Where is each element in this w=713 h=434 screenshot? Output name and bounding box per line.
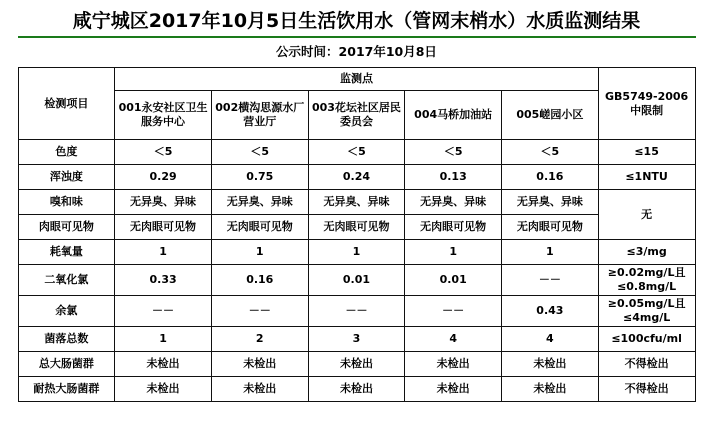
table-row: [18, 190, 695, 215]
cell-value: ＜5: [211, 140, 308, 165]
row-label-thermotolerant-coliform: 耐热大肠菌群: [18, 377, 115, 402]
row-label-odor: 嗅和味: [18, 190, 115, 215]
cell-value: ＜5: [405, 140, 502, 165]
header-item-label: 检测项目: [18, 68, 115, 140]
title-divider: [18, 36, 696, 38]
table-row: [18, 377, 695, 402]
cell-value: 1: [115, 327, 212, 352]
cell-value: 1: [405, 240, 502, 265]
cell-value: －－: [115, 296, 212, 327]
cell-standard: 不得检出: [598, 377, 695, 402]
header-standard: [598, 68, 695, 140]
row-label-total-coliform: 总大肠菌群: [18, 352, 115, 377]
cell-value: 1: [502, 240, 599, 265]
cell-value: 0.43: [502, 296, 599, 327]
cell-value: 0.16: [211, 265, 308, 296]
cell-value: 未检出: [405, 377, 502, 402]
cell-value: 未检出: [115, 377, 212, 402]
header-site-002: 002横沟思源水厂营业厅: [211, 91, 308, 140]
cell-value: 无异臭、异味: [502, 190, 599, 215]
cell-value: 无异臭、异味: [115, 190, 212, 215]
cell-value: 1: [115, 240, 212, 265]
table-row: [18, 296, 695, 327]
cell-value: ＜5: [308, 140, 405, 165]
cell-value: 0.75: [211, 165, 308, 190]
cell-value: 未检出: [502, 377, 599, 402]
cell-standard: [598, 265, 695, 296]
cell-value: 3: [308, 327, 405, 352]
cell-value: 4: [405, 327, 502, 352]
row-label-turbidity: 浑浊度: [18, 165, 115, 190]
table-row: [18, 352, 695, 377]
cell-standard: 无: [598, 190, 695, 240]
cell-value: 未检出: [211, 352, 308, 377]
cell-value: 1: [211, 240, 308, 265]
cell-value: 未检出: [308, 377, 405, 402]
header-site-001: 001永安社区卫生服务中心: [115, 91, 212, 140]
cell-standard-line2: ≤0.8mg/L: [617, 280, 677, 293]
publish-time: 公示时间：2017年10月8日: [276, 44, 437, 59]
cell-value: 无肉眼可见物: [211, 215, 308, 240]
cell-value: 1: [308, 240, 405, 265]
table-row: [18, 165, 695, 190]
cell-value: 未检出: [211, 377, 308, 402]
cell-standard: ≤3/mg: [598, 240, 695, 265]
cell-value: 未检出: [502, 352, 599, 377]
cell-value: －－: [502, 265, 599, 296]
cell-value: 0.01: [308, 265, 405, 296]
row-label-visible-matter: 肉眼可见物: [18, 215, 115, 240]
cell-value: 无异臭、异味: [308, 190, 405, 215]
cell-standard: ≤15: [598, 140, 695, 165]
table-row: [18, 140, 695, 165]
cell-standard: ≤100cfu/ml: [598, 327, 695, 352]
cell-standard-line1: ≥0.05mg/L且: [607, 297, 686, 310]
row-label-oxygen-consumption: 耗氧量: [18, 240, 115, 265]
cell-value: 0.33: [115, 265, 212, 296]
table-header-row-2: [18, 91, 695, 140]
header-monitor-group: 监测点: [115, 68, 599, 91]
cell-value: 无肉眼可见物: [405, 215, 502, 240]
cell-standard-line1: ≥0.02mg/L且: [607, 266, 686, 279]
cell-value: 0.13: [405, 165, 502, 190]
row-label-color: 色度: [18, 140, 115, 165]
cell-value: ＜5: [115, 140, 212, 165]
table-header-row-1: [18, 68, 695, 91]
table-row: [18, 240, 695, 265]
cell-value: 未检出: [405, 352, 502, 377]
cell-value: 0.01: [405, 265, 502, 296]
cell-value: 0.16: [502, 165, 599, 190]
water-quality-table: [18, 67, 696, 402]
cell-value: 0.29: [115, 165, 212, 190]
cell-value: 0.24: [308, 165, 405, 190]
cell-value: 无异臭、异味: [211, 190, 308, 215]
cell-value: 无肉眼可见物: [308, 215, 405, 240]
cell-standard-line2: ≤4mg/L: [622, 311, 671, 324]
cell-value: 4: [502, 327, 599, 352]
cell-standard: [598, 296, 695, 327]
cell-value: －－: [405, 296, 502, 327]
header-site-004: 004马桥加油站: [405, 91, 502, 140]
row-label-residual-chlorine: 余氯: [18, 296, 115, 327]
cell-value: －－: [211, 296, 308, 327]
header-site-005: 005嵯园小区: [502, 91, 599, 140]
header-standard-line2: 中限制: [630, 103, 664, 117]
cell-value: 未检出: [115, 352, 212, 377]
row-label-colony-count: 菌落总数: [18, 327, 115, 352]
page-title: 咸宁城区2017年10月5日生活饮用水（管网末梢水）水质监测结果: [72, 10, 641, 32]
cell-value: －－: [308, 296, 405, 327]
table-row: [18, 327, 695, 352]
table-row: [18, 265, 695, 296]
cell-value: 无异臭、异味: [405, 190, 502, 215]
cell-value: 无肉眼可见物: [502, 215, 599, 240]
cell-value: ＜5: [502, 140, 599, 165]
cell-value: 2: [211, 327, 308, 352]
document-page: [0, 8, 713, 434]
header-standard-line1: GB5749-2006: [605, 89, 689, 103]
header-site-003: 003花坛社区居民委员会: [308, 91, 405, 140]
cell-standard: 不得检出: [598, 352, 695, 377]
row-label-chlorine-dioxide: 二氧化氯: [18, 265, 115, 296]
cell-standard: ≤1NTU: [598, 165, 695, 190]
cell-value: 未检出: [308, 352, 405, 377]
table-row: [18, 215, 695, 240]
cell-value: 无肉眼可见物: [115, 215, 212, 240]
